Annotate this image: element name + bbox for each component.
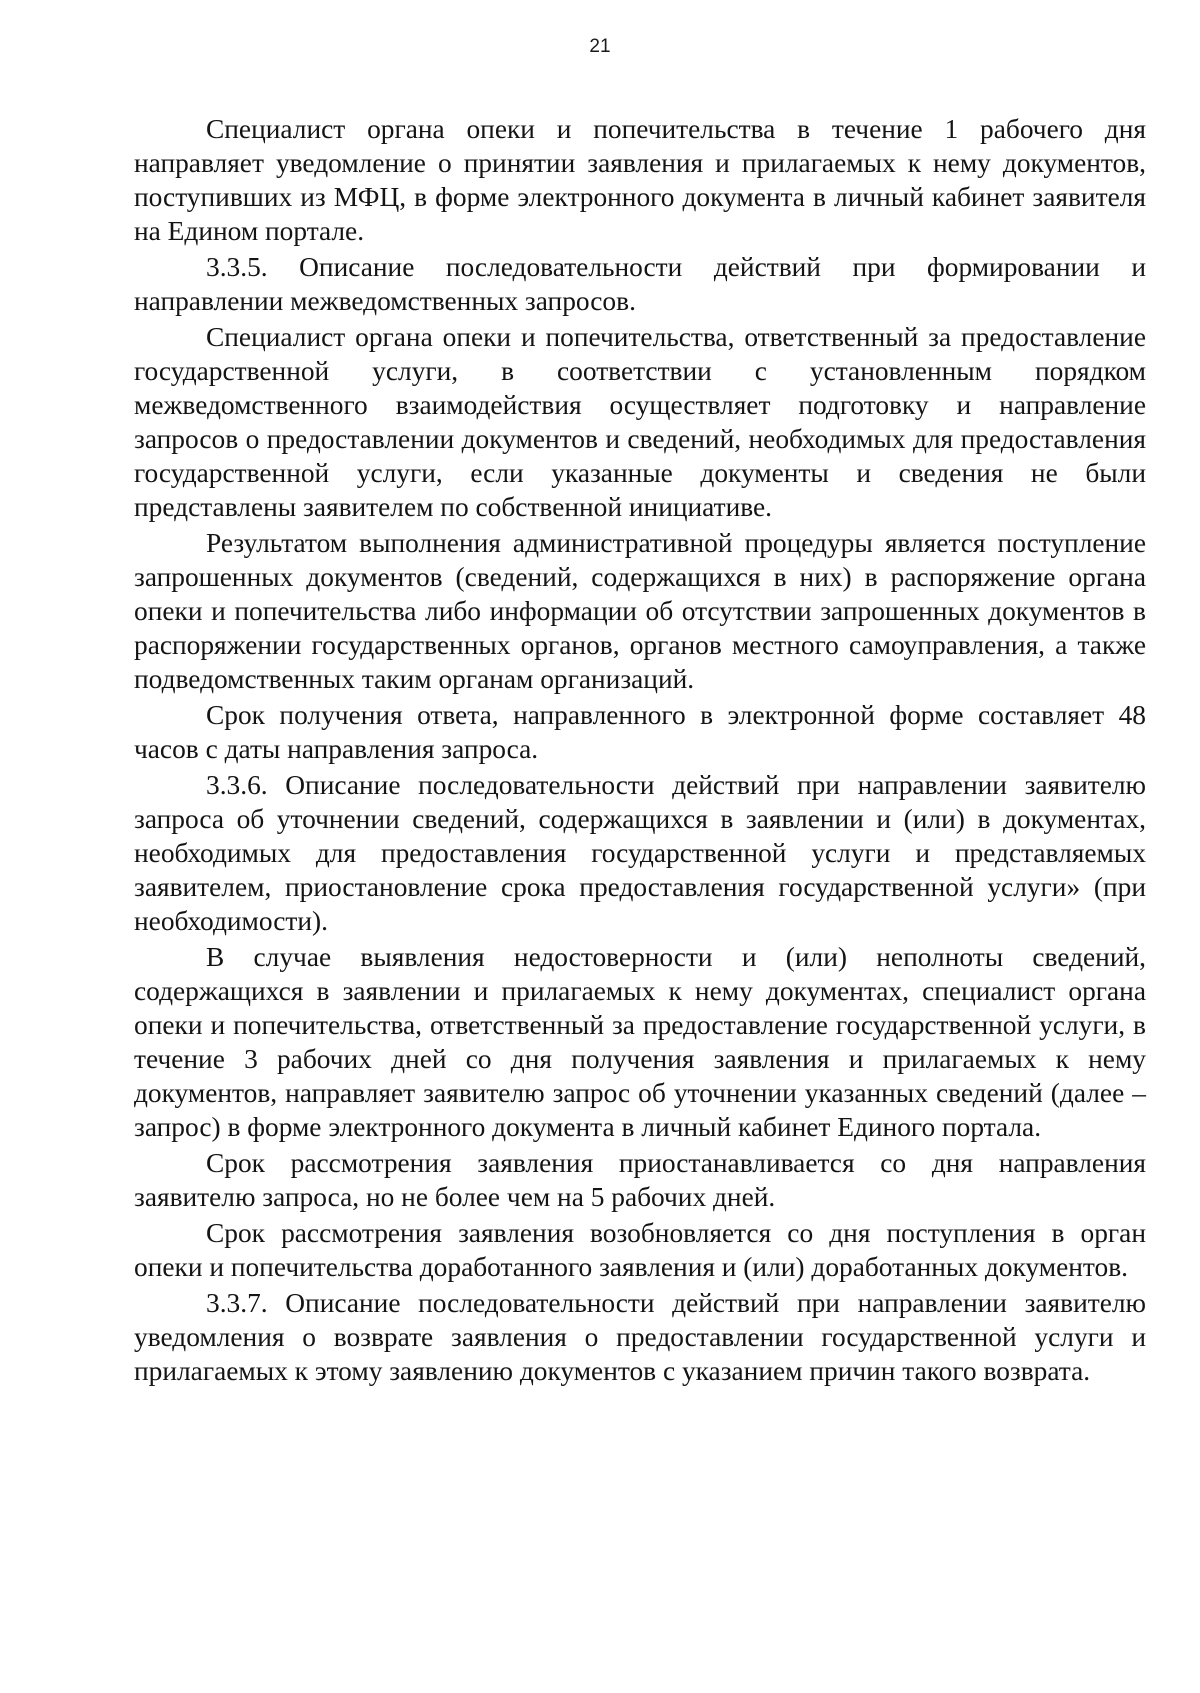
paragraph-section-3-3-7: 3.3.7. Описание последовательности действий при направлении заявителю уведомления о возврате заявления о предоставлении государственной услуги и прилагаемых к этому заявлению документов с указанием причин такого возврата. <box>134 1288 1146 1386</box>
paragraph-interagency-requests: Специалист органа опеки и попечительства, ответственный за предоставление государственной услуги, в соответствии с установленным порядком межведомственного взаимодействия осуществляет подготовку и направление запросов о предоставлении документов и сведений, необходимых для предоставления государственной услуги, если указанные документы и сведения не были представлены заявителем по собственной инициативе. <box>134 322 1146 522</box>
paragraph-suspension-term: Срок рассмотрения заявления приостанавливается со дня направления заявителю запроса, но не более чем на 5 рабочих дней. <box>134 1148 1146 1212</box>
paragraph-response-term: Срок получения ответа, направленного в электронной форме составляет 48 часов с даты направления запроса. <box>134 700 1146 764</box>
paragraph-section-3-3-5: 3.3.5. Описание последовательности действий при формировании и направлении межведомственных запросов. <box>134 252 1146 316</box>
document-body <box>134 112 1146 1390</box>
page-number: 21 <box>589 36 611 57</box>
paragraph-inaccuracy-case: В случае выявления недостоверности и (или) неполноты сведений, содержащихся в заявлении и прилагаемых к нему документах, специалист органа опеки и попечительства, ответственный за предоставление государственной услуги, в течение 3 рабочих дней со дня получения заявления и прилагаемых к нему документов, направляет заявителю запрос об уточнении указанных сведений (далее – запрос) в форме электронного документа в личный кабинет Единого портала. <box>134 942 1146 1142</box>
paragraph-procedure-result: Результатом выполнения административной процедуры является поступление запрошенных документов (сведений, содержащихся в них) в распоряжение органа опеки и попечительства либо информации об отсутствии запрошенных документов в распоряжении государственных органов, органов местного самоуправления, а также подведомственных таким органам организаций. <box>134 528 1146 694</box>
paragraph-section-3-3-6: 3.3.6. Описание последовательности действий при направлении заявителю запроса об уточнении сведений, содержащихся в заявлении и (или) в документах, необходимых для предоставления государственной услуги и представляемых заявителем, приостановление срока предоставления государственной услуги» (при необходимости). <box>134 770 1146 936</box>
paragraph-resumption-term: Срок рассмотрения заявления возобновляется со дня поступления в орган опеки и попечительства доработанного заявления и (или) доработанных документов. <box>134 1218 1146 1282</box>
paragraph-notification: Специалист органа опеки и попечительства в течение 1 рабочего дня направляет уведомление о принятии заявления и прилагаемых к нему документов, поступивших из МФЦ, в форме электронного документа в личный кабинет заявителя на Едином портале. <box>134 114 1146 246</box>
